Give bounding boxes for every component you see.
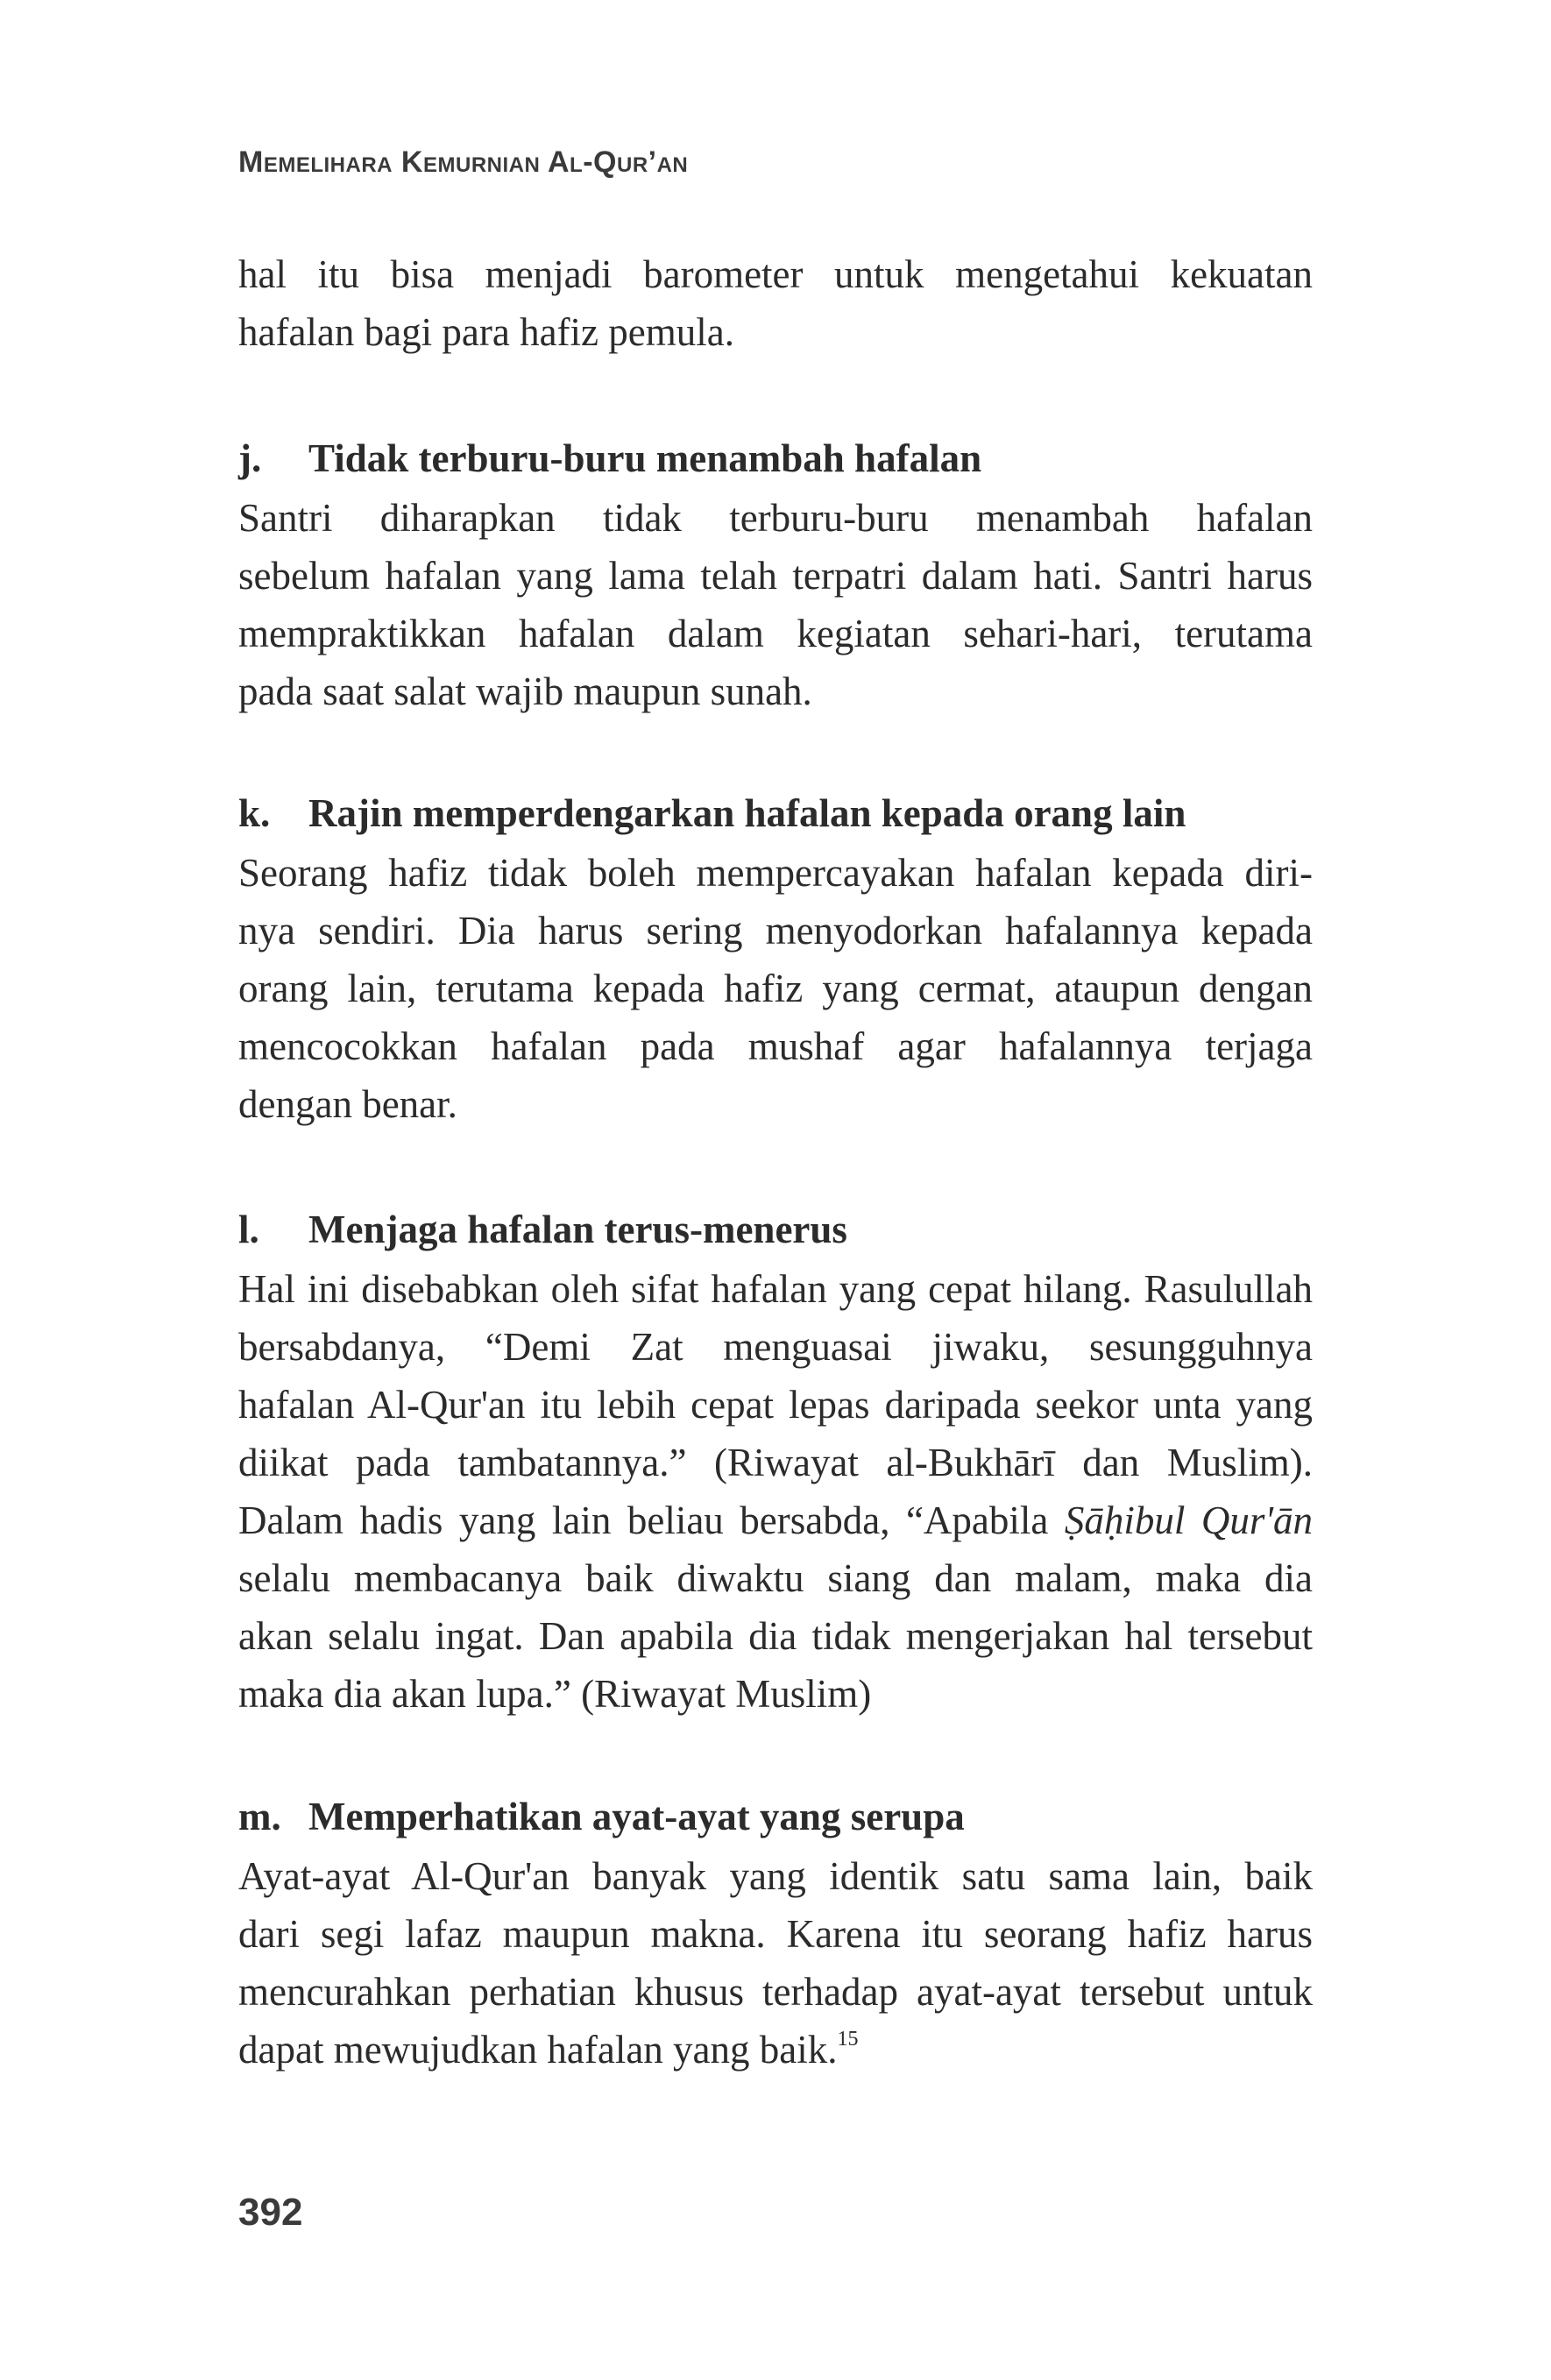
intro-line: hafalan bagi para hafiz pemula. (238, 310, 734, 354)
body-line: Ayat-ayat Al-Qur'an banyak yang identik satu sama lain, baik (238, 1854, 1313, 1898)
section-title: Memperhatikan ayat-ayat yang serupa (308, 1795, 965, 1838)
intro-paragraph (238, 245, 1313, 361)
body-line: Santri diharapkan tidak terburu-buru menambah hafalan (238, 496, 1313, 540)
italic-term: Ṣāḥibul Qur'ān (1064, 1498, 1314, 1542)
body-line: diikat pada tambatannya.” (Riwayat al-Bukhārī dan Muslim). (238, 1441, 1313, 1484)
body-line: bersabdanya, “Demi Zat menguasai jiwaku, sesungguhnya (238, 1325, 1313, 1369)
body-line: dari segi lafaz maupun makna. Karena itu seorang hafiz harus (238, 1912, 1313, 1956)
body-line: pada saat salat wajib maupun sunah. (238, 669, 812, 713)
body-line: akan selalu ingat. Dan apabila dia tidak mengerjakan hal tersebut (238, 1614, 1313, 1658)
section-heading (238, 429, 1313, 487)
section-m (238, 1788, 1313, 2079)
section-body (238, 844, 1313, 1133)
section-letter: k. (238, 791, 271, 835)
section-letter: j. (238, 436, 262, 480)
body-line-final (238, 2021, 1313, 2079)
body-line: mempraktikkan hafalan dalam kegiatan sehari-hari, terutama (238, 612, 1313, 655)
footnote-ref[interactable]: 15 (837, 2028, 859, 2051)
body-line: Hal ini disebabkan oleh sifat hafalan yang cepat hilang. Rasulullah (238, 1267, 1313, 1311)
section-heading (238, 784, 1313, 842)
section-letter: l. (238, 1208, 259, 1251)
body-line-with-italic (238, 1491, 1313, 1549)
section-l (238, 1201, 1313, 1723)
running-head: Memelihara Kemurnian Al-Qur’an (238, 145, 689, 179)
body-line: mencurahkan perhatian khusus terhadap ayat-ayat tersebut untuk (238, 1970, 1313, 2014)
section-letter: m. (238, 1795, 281, 1838)
section-j (238, 429, 1313, 720)
body-line: mencocokkan hafalan pada mushaf agar hafalannya terjaga (238, 1024, 1313, 1068)
body-line: dengan benar. (238, 1082, 457, 1126)
section-title: Tidak terburu-buru menambah hafalan (308, 436, 982, 480)
section-body (238, 1260, 1313, 1723)
body-line: Seorang hafiz tidak boleh mempercayakan hafalan kepada diri- (238, 851, 1313, 895)
body-line: maka dia akan lupa.” (Riwayat Muslim) (238, 1672, 872, 1716)
body-line: hafalan Al-Qur'an itu lebih cepat lepas daripada seekor unta yang (238, 1383, 1313, 1427)
section-title: Menjaga hafalan terus-menerus (308, 1208, 847, 1251)
body-line: selalu membacanya baik diwaktu siang dan malam, maka dia (238, 1556, 1313, 1600)
body-line: nya sendiri. Dia harus sering menyodorkan hafalannya kepada (238, 909, 1313, 953)
body-line: dapat mewujudkan hafalan yang baik. (238, 2028, 838, 2072)
section-body (238, 489, 1313, 720)
body-line-prefix: Dalam hadis yang lain beliau bersabda, “Apabila (238, 1498, 1049, 1542)
section-heading (238, 1788, 1313, 1845)
section-heading (238, 1201, 1313, 1258)
section-k (238, 784, 1313, 1133)
body-line: sebelum hafalan yang lama telah terpatri dalam hati. Santri harus (238, 554, 1313, 598)
section-title: Rajin memperdengarkan hafalan kepada orang lain (308, 791, 1186, 835)
section-body (238, 1847, 1313, 2079)
body-line: orang lain, terutama kepada hafiz yang cermat, ataupun dengan (238, 967, 1313, 1010)
intro-line: hal itu bisa menjadi barometer untuk mengetahui kekuatan (238, 252, 1313, 296)
page-number: 392 (238, 2191, 303, 2234)
